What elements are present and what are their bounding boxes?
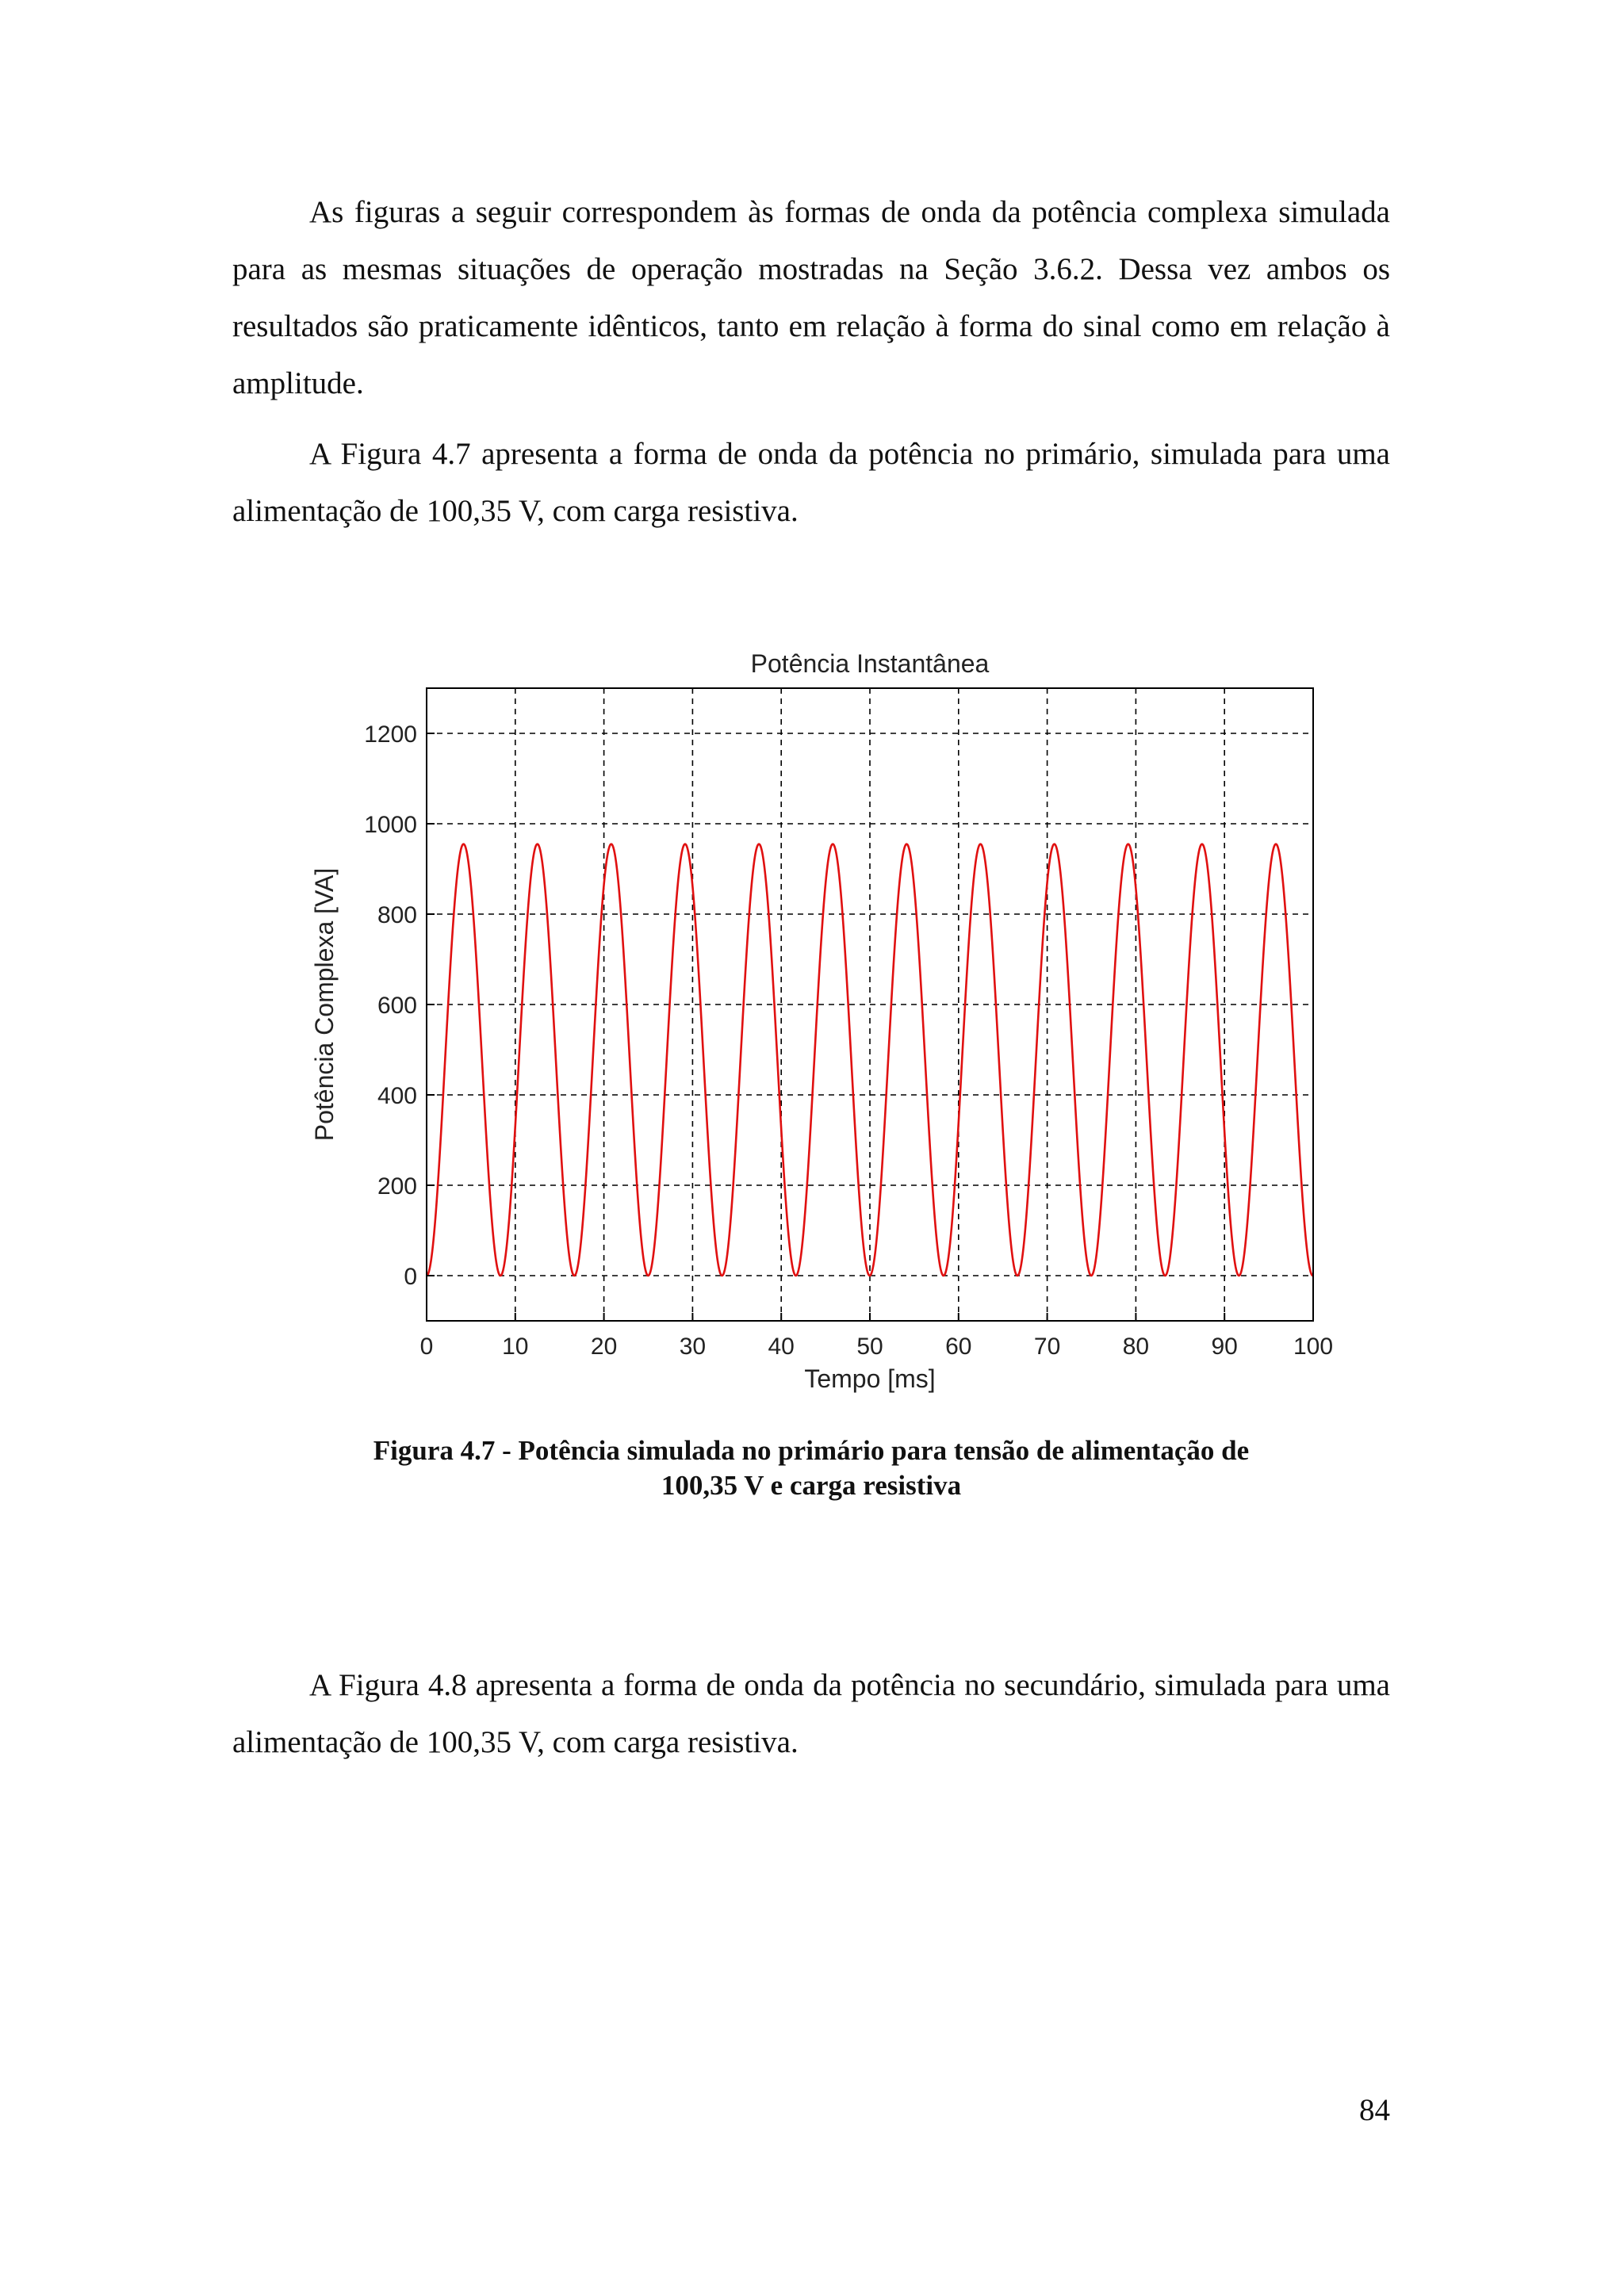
y-tick-label: 200 [377,1173,417,1200]
paragraph-intro: As figuras a seguir correspondem às formas de onda da potência complexa simulada para as mesmas situações de operação mostradas na Seção 3.6.2. Dessa vez ambos os resultados são praticamente idênticos, tanto em relação à forma do sinal como em relação à amplitude. [232,195,1390,400]
caption-line-1: Figura 4.7 - Potência simulada no primário para tensão de alimentação de [373,1435,1250,1466]
y-tick-label: 600 [377,993,417,1019]
y-tick-label: 400 [377,1083,417,1109]
x-tick-label: 70 [1033,1334,1061,1360]
x-tick-label: 0 [419,1334,434,1360]
x-tick-label: 40 [768,1334,795,1360]
caption-line-2: 100,35 V e carga resistiva [661,1470,962,1501]
x-tick-label: 30 [679,1334,707,1360]
figure-4-7 [301,626,1348,1411]
x-tick-label: 100 [1293,1334,1334,1360]
x-axis-label: Tempo [ms] [804,1364,936,1393]
y-tick-label: 800 [377,902,417,928]
x-tick-label: 10 [502,1334,529,1360]
chart-grid [427,688,1313,1321]
chart-ticks [364,721,1333,1360]
y-tick-label: 1000 [364,812,417,838]
x-tick-label: 80 [1122,1334,1150,1360]
x-tick-label: 20 [590,1334,618,1360]
x-tick-label: 50 [856,1334,883,1360]
y-tick-label: 1200 [364,721,417,748]
paragraph-figure-4-7-intro: A Figura 4.7 apresenta a forma de onda da potência no primário, simulada para uma alimentação de 100,35 V, com carga resistiva. [232,437,1390,528]
figure-caption [232,1433,1390,1503]
y-tick-label: 0 [404,1264,417,1290]
page-number: 84 [1359,2093,1390,2127]
y-axis-label: Potência Complexa [VA] [310,867,339,1142]
x-tick-label: 60 [945,1334,972,1360]
paragraph-figure-4-8-intro: A Figura 4.8 apresenta a forma de onda da potência no secundário, simulada para uma alimentação de 100,35 V, com carga resistiva. [232,1668,1390,1759]
chart-title: Potência Instantânea [750,649,990,678]
chart-potencia-instantanea [301,626,1348,1411]
x-tick-label: 90 [1211,1334,1238,1360]
